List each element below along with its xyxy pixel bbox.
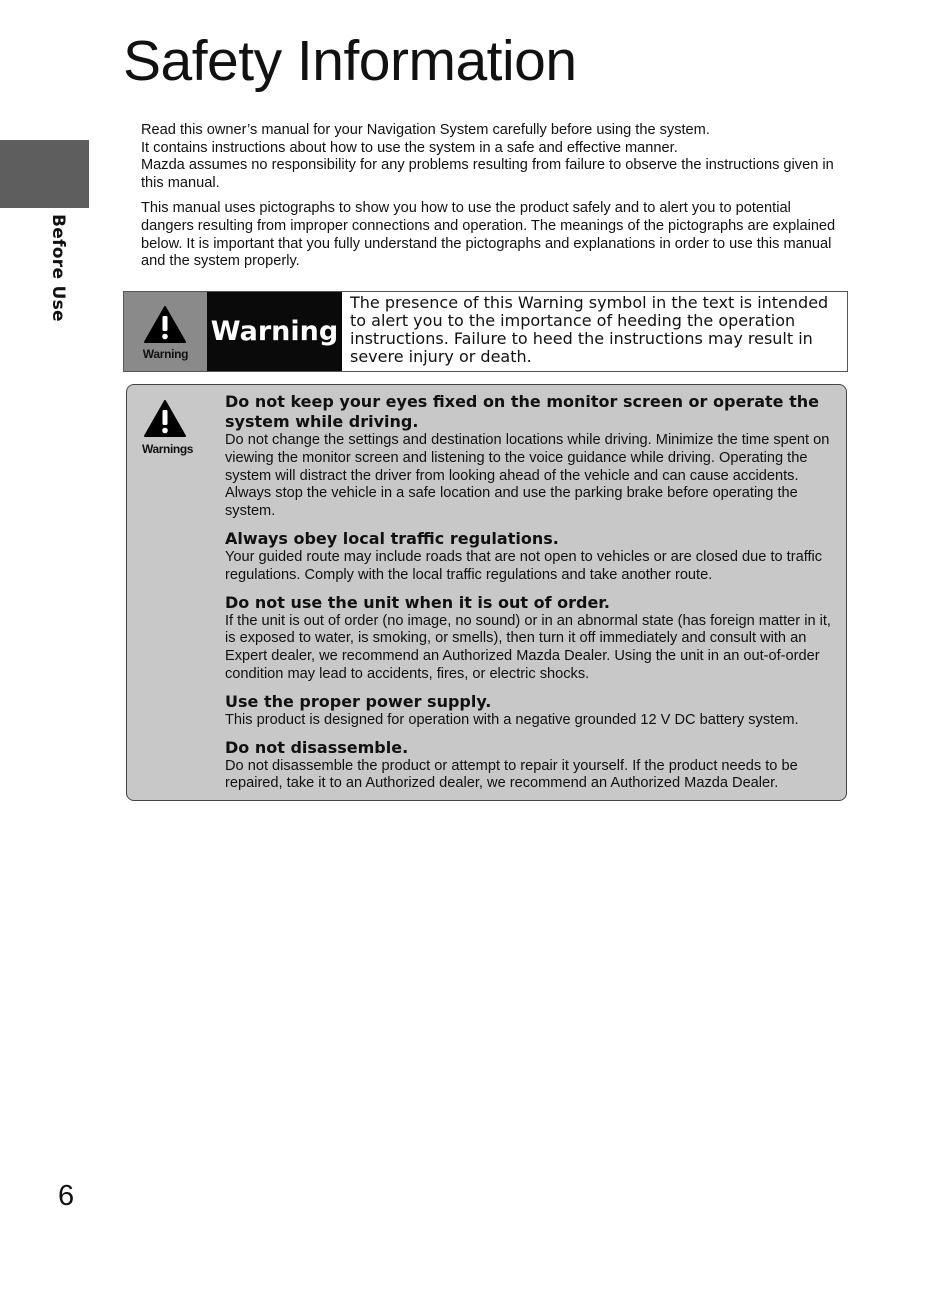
- warning-body: If the unit is out of order (no image, no sound) or in an abnormal state (has foreign matter in it, is exposed to water, is smoking, or smells), then turn it off immediately and consult with an Expert dealer, we recommend an Authorized Mazda Dealer. Using the unit in an out-of-order condition may lead to accidents, fires, or electric shocks.: [225, 612, 831, 682]
- legend-icon-cell: [124, 292, 207, 371]
- intro-paragraph-2: This manual uses pictographs to show you how to use the product safely and to alert you to potential dangers resulting from improper connections and operation. The meanings of the pictographs are explained below. It is important that you fully understand the pictographs and explanations in order to use this manual and the system properly.: [141, 200, 836, 270]
- page-number: 6: [58, 1180, 75, 1212]
- warning-item: [225, 529, 839, 585]
- warning-item: [225, 692, 839, 730]
- legend-label: Warning: [207, 292, 342, 371]
- warnings-list: [225, 392, 839, 801]
- warnings-icon-caption: Warnings: [142, 442, 194, 456]
- warning-item: [225, 593, 839, 684]
- legend-description: The presence of this Warning symbol in the text is intended to alert you to the importance of heeding the operation instructions. Failure to heed the instructions may result in severe injury or death.: [350, 293, 829, 366]
- intro-text: [141, 122, 841, 279]
- intro-line: It contains instructions about how to use the system in a safe and effective manner.: [141, 139, 678, 156]
- warning-item: [225, 392, 839, 521]
- warning-body: This product is designed for operation with a negative grounded 12 V DC battery system.: [225, 711, 799, 728]
- warnings-icon-group: [142, 400, 194, 456]
- warning-body: Do not disassemble the product or attempt to repair it yourself. If the product needs to be repaired, take it to an Authorized dealer, we recommend an Authorized Mazda Dealer.: [225, 757, 798, 792]
- section-tab-label: Before Use: [48, 214, 68, 322]
- warning-body: Do not change the settings and destination locations while driving. Minimize the time spent on viewing the monitor screen and listening to the voice guidance while driving. Operating the system will distract the driver from looking ahead of the vehicle and can cause accidents. Always stop the vehicle in a safe location and use the parking brake before operating the system.: [225, 432, 830, 520]
- warning-item: [225, 738, 839, 794]
- section-tab-marker: [0, 140, 89, 208]
- warning-triangle-icon: [143, 400, 187, 438]
- warning-heading: Use the proper power supply.: [225, 691, 492, 711]
- intro-line: Mazda assumes no responsibility for any problems resulting from failure to observe the instructions given in this manual.: [141, 157, 834, 191]
- warnings-box: [126, 384, 847, 801]
- warning-heading: Always obey local traffic regulations.: [225, 528, 559, 548]
- intro-paragraph-1: [141, 122, 841, 192]
- page-title: Safety Information: [123, 29, 577, 93]
- warning-heading: Do not use the unit when it is out of order.: [225, 592, 610, 612]
- warning-heading: Do not disassemble.: [225, 737, 409, 757]
- warning-triangle-icon: [144, 306, 186, 344]
- legend-icon-caption: Warning: [142, 347, 189, 361]
- warning-legend: [123, 291, 848, 372]
- warning-body: Your guided route may include roads that are not open to vehicles or are closed due to traffic regulations. Comply with the local traffic regulations and take another route.: [225, 548, 823, 583]
- warning-heading: Do not keep your eyes fixed on the monitor screen or operate the system while driving.: [225, 392, 819, 431]
- intro-line: Read this owner’s manual for your Navigation System carefully before using the system.: [141, 122, 710, 138]
